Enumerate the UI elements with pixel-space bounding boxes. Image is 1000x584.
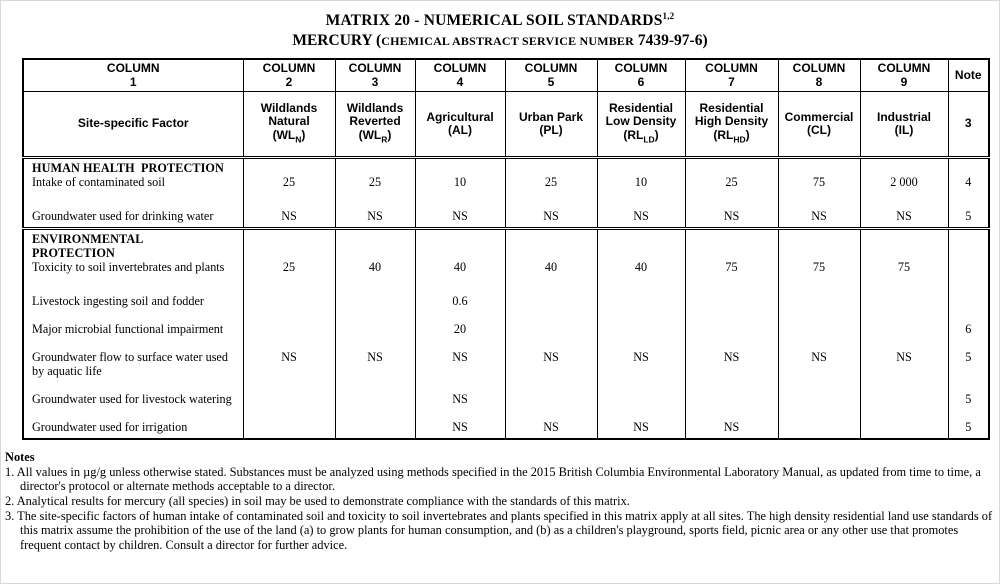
column-number: 3 xyxy=(371,74,379,89)
value-cell xyxy=(860,312,948,340)
value-cell: NS xyxy=(243,199,335,229)
value-cell: NS xyxy=(243,340,335,382)
factor-label: Groundwater flow to surface water used by aquatic life xyxy=(32,350,228,379)
value-cell: 75 xyxy=(778,158,860,200)
standards-table xyxy=(22,58,990,440)
value-cell xyxy=(243,312,335,340)
column-word: COLUMN xyxy=(705,61,758,76)
value-cell: 40 xyxy=(415,229,505,285)
title-block xyxy=(0,0,1000,51)
factor-cell xyxy=(23,410,243,439)
value-cell: NS xyxy=(335,340,415,382)
table-body xyxy=(23,158,989,440)
value-cell: 25 xyxy=(243,158,335,200)
note-cell: 5 xyxy=(948,382,989,410)
note-cell xyxy=(948,229,989,285)
column-number-header xyxy=(243,59,335,92)
column-number-header xyxy=(778,59,860,92)
note-column-general-note: 3 xyxy=(948,92,989,158)
site-specific-factor-header xyxy=(23,92,243,158)
value-cell: NS xyxy=(685,340,778,382)
factor-cell xyxy=(23,312,243,340)
value-cell: 25 xyxy=(505,158,597,200)
factor-cell xyxy=(23,229,243,285)
value-cell: 0.6 xyxy=(415,284,505,312)
column-number: 9 xyxy=(900,74,908,89)
value-cell: 10 xyxy=(597,158,685,200)
column-number: 7 xyxy=(728,74,735,89)
value-cell xyxy=(860,284,948,312)
value-cell: NS xyxy=(597,410,685,439)
column-word: COLUMN xyxy=(792,61,846,76)
abbreviation-subscript: N xyxy=(295,134,302,145)
notes-heading: Notes xyxy=(5,450,35,465)
value-cell: 10 xyxy=(415,158,505,200)
column-word: COLUMN xyxy=(106,61,160,76)
column-number-header xyxy=(597,59,685,92)
value-cell: 25 xyxy=(243,229,335,285)
land-use-header xyxy=(243,92,335,158)
land-use-abbreviation: $(WL_R)$ xyxy=(358,127,392,145)
table-row xyxy=(23,158,989,200)
value-cell: NS xyxy=(860,340,948,382)
column-word: COLUMN xyxy=(262,61,316,76)
abbreviation-subscript: LD xyxy=(643,134,655,145)
value-cell: 75 xyxy=(685,229,778,285)
land-use-name-line: Natural xyxy=(268,114,310,129)
land-use-abbreviation: $(WL_N)$ xyxy=(272,127,306,145)
value-cell xyxy=(597,382,685,410)
land-use-name-line: High Density xyxy=(694,114,769,129)
note-cell: 6 xyxy=(948,312,989,340)
subtitle-chemical-name: MERCURY ( xyxy=(292,32,382,50)
land-use-name-line: Low Density xyxy=(605,114,677,129)
value-cell xyxy=(243,284,335,312)
value-cell: 25 xyxy=(335,158,415,200)
value-cell: 25 xyxy=(685,158,778,200)
value-cell xyxy=(778,382,860,410)
factor-label: Toxicity to soil invertebrates and plants xyxy=(32,260,225,275)
land-use-name-line: Industrial xyxy=(876,109,931,124)
land-use-name-line: Reverted xyxy=(349,114,401,129)
value-cell xyxy=(860,410,948,439)
value-cell xyxy=(685,382,778,410)
land-use-name-line: Urban Park xyxy=(518,109,584,124)
column-number-header xyxy=(415,59,505,92)
note-cell: 5 xyxy=(948,199,989,229)
value-cell: NS xyxy=(415,199,505,229)
land-use-header xyxy=(415,92,505,158)
land-use-header xyxy=(685,92,778,158)
column-number: 8 xyxy=(815,74,823,89)
value-cell: NS xyxy=(597,340,685,382)
table-row xyxy=(23,340,989,382)
section-title: PROTECTION xyxy=(32,246,115,261)
column-word: COLUMN xyxy=(348,61,402,76)
table-row xyxy=(23,410,989,439)
value-cell: NS xyxy=(597,199,685,229)
land-use-abbreviation: $(RL_{HD})$ xyxy=(713,127,750,145)
value-cell: NS xyxy=(505,199,597,229)
note-item: 2. Analytical results for mercury (all species) in soil may be used to demonstrate compliance with the standards of this matrix. xyxy=(5,493,630,508)
value-cell: NS xyxy=(778,199,860,229)
value-cell: NS xyxy=(778,340,860,382)
land-use-name-line: Wildlands xyxy=(260,100,318,115)
factor-label: Livestock ingesting soil and fodder xyxy=(32,294,204,309)
note-item: 3. The site-specific factors of human intake of contaminated soil and toxicity to soil invertebrates and plants specified in this matrix apply at all sites. The high density residential land use standards of this matrix assume the prohibition of the use of the land (a) to grow plants for human consumption, and (b) as a children's playground, sports field, picnic area or any other use that promotes frequent contact by children. Consult a director for further advice. xyxy=(5,508,993,552)
subtitle-cas-number: 7439-97-6) xyxy=(634,32,708,50)
column-word: COLUMN xyxy=(524,61,578,76)
value-cell: 20 xyxy=(415,312,505,340)
header-row-land-uses xyxy=(23,92,989,158)
factor-cell xyxy=(23,158,243,200)
value-cell: NS xyxy=(505,340,597,382)
table-row xyxy=(23,312,989,340)
value-cell xyxy=(778,312,860,340)
factor-cell xyxy=(23,284,243,312)
table-row xyxy=(23,284,989,312)
page-title-text: MATRIX 20 - NUMERICAL SOIL STANDARDS xyxy=(325,12,663,30)
column-word: COLUMN xyxy=(877,61,931,76)
value-cell xyxy=(335,410,415,439)
factor-label: Intake of contaminated soil xyxy=(32,175,166,190)
value-cell: NS xyxy=(415,340,505,382)
subtitle-cas-label: CHEMICAL ABSTRACT SERVICE NUMBER xyxy=(381,34,635,49)
column-number-header xyxy=(860,59,948,92)
note-column-header: Note xyxy=(948,59,989,92)
note-cell xyxy=(948,284,989,312)
column-number: 5 xyxy=(547,74,555,89)
value-cell xyxy=(597,284,685,312)
column-number: 4 xyxy=(456,74,464,89)
column-word: COLUMN xyxy=(614,61,668,76)
value-cell: NS xyxy=(685,410,778,439)
table-row xyxy=(23,229,989,285)
land-use-abbreviation: (CL) xyxy=(807,123,831,138)
column-number-header xyxy=(23,59,243,92)
table-row xyxy=(23,199,989,229)
factor-label: Groundwater used for livestock watering xyxy=(32,392,232,407)
page-title-superscript: 1,2 xyxy=(662,11,675,21)
factor-cell xyxy=(23,340,243,382)
factor-cell xyxy=(23,199,243,229)
value-cell xyxy=(685,312,778,340)
land-use-abbreviation: (PL) xyxy=(539,123,563,138)
land-use-name-line: Residential xyxy=(699,100,764,115)
value-cell: 2 000 xyxy=(860,158,948,200)
value-cell: 40 xyxy=(505,229,597,285)
land-use-abbreviation: $(RL_{LD})$ xyxy=(623,127,659,145)
value-cell xyxy=(243,410,335,439)
land-use-name-line: Residential xyxy=(608,100,674,115)
column-number-header xyxy=(505,59,597,92)
value-cell: 75 xyxy=(778,229,860,285)
value-cell xyxy=(243,382,335,410)
header-row-column-numbers xyxy=(23,59,989,92)
table-row xyxy=(23,382,989,410)
land-use-header xyxy=(778,92,860,158)
abbreviation-subscript: HD xyxy=(733,134,746,145)
column-number-header xyxy=(335,59,415,92)
section-title: ENVIRONMENTAL xyxy=(32,232,144,247)
value-cell xyxy=(505,382,597,410)
land-use-header xyxy=(597,92,685,158)
column-number: 1 xyxy=(129,74,137,89)
land-use-name-line: Wildlands xyxy=(346,100,404,115)
factor-cell xyxy=(23,382,243,410)
column-number: 6 xyxy=(637,74,645,89)
note-item: 1. All values in µg/g unless otherwise stated. Substances must be analyzed using methods specified in the 2015 British Columbia Environmental Laboratory Manual, as updated from time to time, a director's protocol or alternate methods acceptable to a director. xyxy=(5,464,981,494)
factor-label: Major microbial functional impairment xyxy=(32,322,224,337)
section-title: HUMAN HEALTH PROTECTION xyxy=(32,161,224,176)
note-cell: 5 xyxy=(948,340,989,382)
column-number-header xyxy=(685,59,778,92)
column-number: 2 xyxy=(285,74,293,89)
column-word: COLUMN xyxy=(433,61,487,76)
land-use-abbreviation: (IL) xyxy=(894,123,914,138)
value-cell: 40 xyxy=(335,229,415,285)
notes-section xyxy=(5,450,994,552)
value-cell: 75 xyxy=(860,229,948,285)
value-cell xyxy=(860,382,948,410)
land-use-abbreviation: (AL) xyxy=(448,123,472,138)
value-cell xyxy=(335,382,415,410)
value-cell xyxy=(778,410,860,439)
land-use-header xyxy=(505,92,597,158)
note-cell: 5 xyxy=(948,410,989,439)
value-cell xyxy=(505,312,597,340)
land-use-name-line: Agricultural xyxy=(426,109,494,124)
value-cell xyxy=(335,312,415,340)
land-use-name-line: Site-specific Factor xyxy=(77,116,189,131)
page-title xyxy=(0,6,1000,31)
value-cell: 40 xyxy=(597,229,685,285)
value-cell: NS xyxy=(415,410,505,439)
value-cell xyxy=(597,312,685,340)
notes-list xyxy=(5,465,994,553)
note-cell: 4 xyxy=(948,158,989,200)
page-subtitle xyxy=(0,31,1000,51)
value-cell: NS xyxy=(860,199,948,229)
land-use-header xyxy=(860,92,948,158)
value-cell xyxy=(335,284,415,312)
value-cell xyxy=(685,284,778,312)
land-use-name-line: Commercial xyxy=(784,109,854,124)
abbreviation-subscript: R xyxy=(381,134,388,145)
land-use-header xyxy=(335,92,415,158)
value-cell: NS xyxy=(505,410,597,439)
value-cell: NS xyxy=(685,199,778,229)
value-cell: NS xyxy=(335,199,415,229)
value-cell xyxy=(778,284,860,312)
table-header xyxy=(23,59,989,158)
value-cell xyxy=(505,284,597,312)
factor-label: Groundwater used for drinking water xyxy=(32,209,214,224)
value-cell: NS xyxy=(415,382,505,410)
factor-label: Groundwater used for irrigation xyxy=(32,420,188,435)
